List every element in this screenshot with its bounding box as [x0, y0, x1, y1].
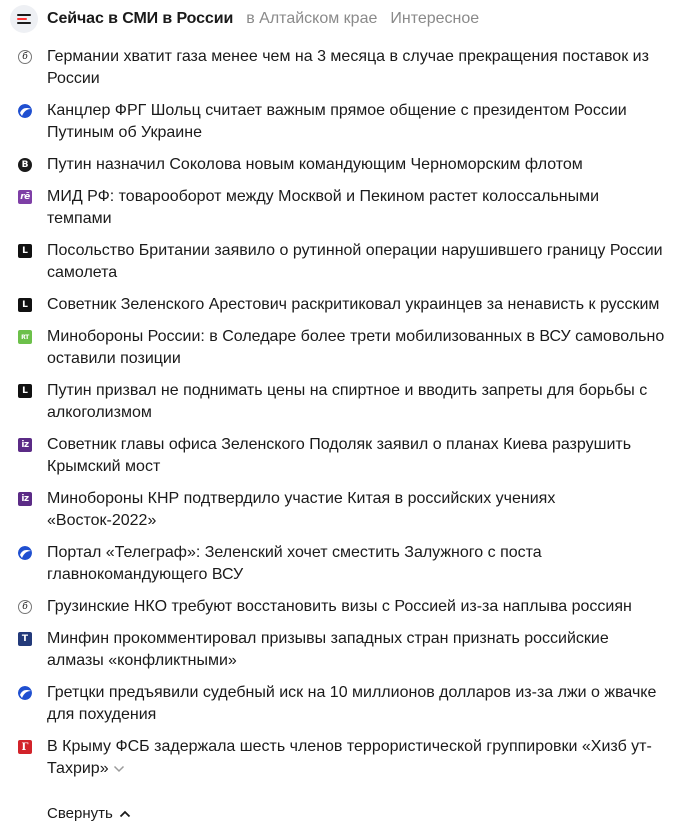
- news-headline-link[interactable]: Портал «Телеграф»: Зеленский хочет сместить Залужного с поста главнокомандующего ВСУ: [47, 544, 542, 583]
- news-list: [0, 46, 696, 790]
- news-headline-link[interactable]: Минобороны КНР подтвердило участие Китая в российских учениях «Восток-2022»: [47, 490, 556, 529]
- collapse-label: Свернуть: [47, 805, 113, 822]
- wave-logo-icon: [18, 686, 32, 700]
- news-item: [0, 100, 696, 144]
- l-logo-icon: L: [18, 244, 32, 258]
- news-item: [0, 488, 696, 532]
- t-logo-icon: T: [18, 632, 32, 646]
- seal-icon: б: [18, 600, 32, 614]
- news-item: [0, 736, 696, 780]
- news-headline-link[interactable]: Советник главы офиса Зеленского Подоляк заявил о планах Киева разрушить Крымский мост: [47, 436, 632, 475]
- news-item: [0, 240, 696, 284]
- tab-interesting[interactable]: Интересное: [390, 10, 480, 27]
- news-headline-link[interactable]: Посольство Британии заявило о рутинной операции нарушившего границу России самолета: [47, 242, 663, 281]
- news-headline-link[interactable]: Путин назначил Соколова новым командующим Черноморским флотом: [47, 156, 583, 173]
- news-headline-link[interactable]: Путин призвал не поднимать цены на спиртное и вводить запреты для борьбы с алкоголизмом: [47, 382, 648, 421]
- circle-b-icon: B: [18, 158, 32, 172]
- l-logo-icon: L: [18, 384, 32, 398]
- news-item: [0, 434, 696, 478]
- collapse-button[interactable]: [47, 805, 131, 822]
- news-headline-link[interactable]: Грузинские НКО требуют восстановить визы с Россией из-за наплыва россиян: [47, 598, 632, 615]
- header: [10, 4, 479, 34]
- news-item: [0, 542, 696, 586]
- news-item: [0, 628, 696, 672]
- news-logo-icon[interactable]: [10, 5, 38, 33]
- news-item: [0, 154, 696, 176]
- iz-logo-icon: iz: [18, 492, 32, 506]
- chevron-up-icon: [119, 810, 131, 818]
- chevron-down-icon[interactable]: [113, 758, 125, 780]
- tab-region[interactable]: в Алтайском крае: [246, 10, 378, 27]
- news-headline-link[interactable]: В Крыму ФСБ задержала шесть членов террористической группировки «Хизб ут-Тахрир»: [47, 738, 652, 778]
- news-item: [0, 380, 696, 424]
- seal-icon: б: [18, 50, 32, 64]
- news-item: [0, 294, 696, 316]
- news-headline-link[interactable]: Минфин прокомментировал призывы западных стран признать российские алмазы «конфликтными»: [47, 630, 609, 669]
- news-headline-link[interactable]: Гретцки предъявили судебный иск на 10 миллионов долларов из-за лжи о жвачке для похудения: [47, 684, 657, 723]
- news-item: [0, 46, 696, 90]
- re-logo-icon: rē: [18, 190, 32, 204]
- news-headline-link[interactable]: МИД РФ: товарооборот между Москвой и Пекином растет колоссальными темпами: [47, 188, 600, 227]
- news-headline-link[interactable]: Германии хватит газа менее чем на 3 месяца в случае прекращения поставок из России: [47, 48, 649, 87]
- rt-logo-icon: RT: [18, 330, 32, 344]
- iz-logo-icon: iz: [18, 438, 32, 452]
- wave-logo-icon: [18, 546, 32, 560]
- g-logo-icon: Г: [18, 740, 32, 754]
- news-headline-link[interactable]: Минобороны России: в Соледаре более трети мобилизованных в ВСУ самовольно оставили позиции: [47, 328, 665, 367]
- section-title[interactable]: Сейчас в СМИ в России: [47, 10, 234, 27]
- wave-logo-icon: [18, 104, 32, 118]
- news-headline-link[interactable]: Советник Зеленского Арестович раскритиковал украинцев за ненависть к русским: [47, 296, 660, 313]
- news-item: [0, 326, 696, 370]
- news-headline-link[interactable]: Канцлер ФРГ Шольц считает важным прямое общение с президентом России Путиным об Украине: [47, 102, 627, 141]
- news-headline-wrap: [47, 736, 667, 780]
- l-logo-icon: L: [18, 298, 32, 312]
- news-item: [0, 186, 696, 230]
- news-item: [0, 682, 696, 726]
- news-item: [0, 596, 696, 618]
